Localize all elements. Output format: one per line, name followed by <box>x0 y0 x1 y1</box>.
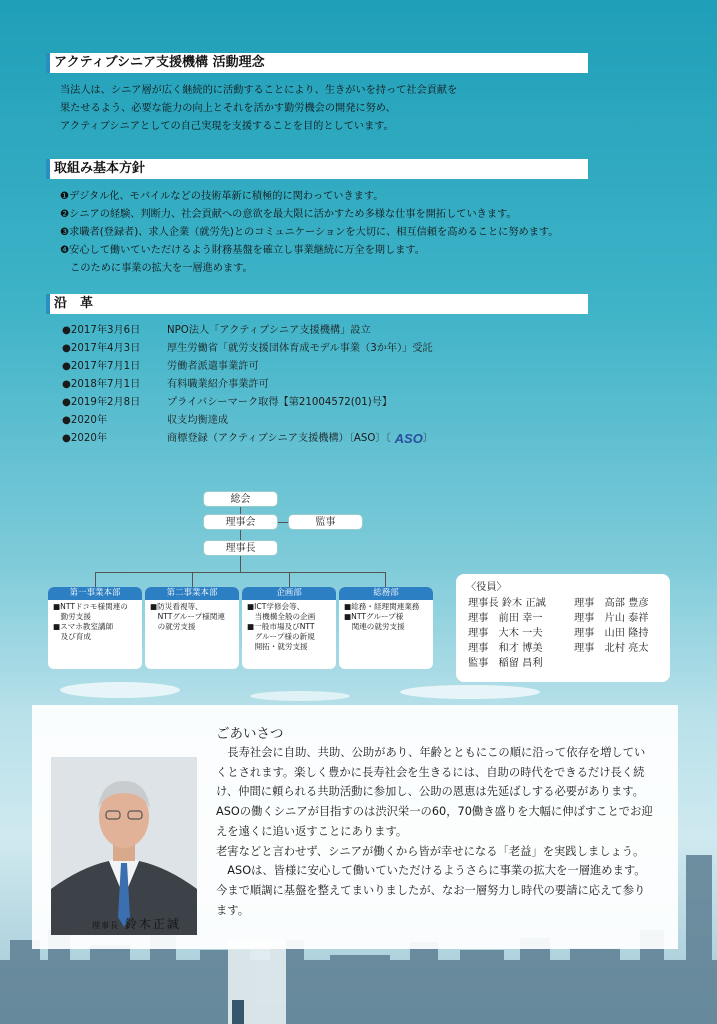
officers-heading: 〈役員〉 <box>466 582 507 593</box>
policy-heading: 取組み基本方針 <box>46 159 588 179</box>
policy-item: このために事業の拡大を一層進めます。 <box>60 263 253 274</box>
greeting-panel <box>32 705 678 949</box>
chairman-photo <box>51 757 197 935</box>
dept-body: ■防災看視等、 NTTグループ様関連 の就労支援 <box>150 602 225 631</box>
dept-title: 第二事業本部 <box>145 587 239 600</box>
officers-box <box>456 574 670 682</box>
dept-body: ■ICT学修会等、 当機構全般の企画 ■一般市場及びNTT グループ様の新規 開拓・就労支援 <box>247 602 316 651</box>
org-kanji: 監事 <box>288 514 363 530</box>
org-connector <box>289 572 290 587</box>
chairman-signature: 理事長 鈴木正誠 <box>92 917 181 931</box>
philosophy-text: 当法人は、シニア層が広く継続的に活動することにより、生きがいを持って社会貢献を 果たせるよう、必要な能力の向上とそれを活かす勤労機会の開発に努め、 アクティブシニアとしての自己実現を支援することを目的としています。 <box>60 85 458 132</box>
history-row: ●2020年 収支均衡達成 <box>62 415 229 426</box>
philosophy-heading: アクティブシニア支援機構 活動理念 <box>46 53 588 73</box>
policy-item: ❷シニアの経験、判断力、社会貢献への意欲を最大限に活かすため多様な仕事を開拓していきます。 <box>60 209 517 220</box>
policy-item: ❶デジタル化、モバイルなどの技術革新に積極的に関わっていきます。 <box>60 191 384 202</box>
greeting-body: 長寿社会に自助、共助、公助があり、年齢とともにこの順に沿って依存を増していくとされます。楽しく豊かに長寿社会を生きるには、自助の時代をできるだけ長く続け、仲間に頼られる共助活動に参加し、公助の恩恵は先延ばしする必要があります。 ASOの働くシニアが目指すのは渋沢栄一の60，70働き盛りを大幅に伸ばすことでお迎えを遠くに追い返すことにあります。 老害などと言わせず、シニアが働くから皆が幸せになる「老益」を実践しましょう。 ASOは、皆様に安心して働いていただけるようさらに事業の拡大を一層進めます。今まで順調に基盤を整えてまいりましたが、なお一層努力し時代の要請に応えて参ります。 <box>216 746 653 917</box>
dept-card <box>339 587 433 669</box>
dept-card <box>242 587 336 669</box>
dept-title: 総務部 <box>339 587 433 600</box>
history-row: ●2018年7月1日 有料職業紹介事業許可 <box>62 379 269 390</box>
greeting-title: ごあいさつ <box>216 726 284 742</box>
history-row: ●2017年4月3日 厚生労働省「就労支援団体育成モデル事業（3か年）」受託 <box>62 343 433 354</box>
org-connector <box>95 572 96 587</box>
officers-left: 理事長 鈴木 正誠 理事 前田 幸一 理事 大木 一夫 理事 和才 博美 監事 稲留 昌利 <box>468 598 546 669</box>
org-rijicho: 理事長 <box>203 540 278 556</box>
aso-logo: ASO <box>394 431 423 446</box>
org-connector <box>385 572 386 587</box>
history-row: ●2017年3月6日 NPO法人「アクティブシニア支援機構」設立 <box>62 325 371 336</box>
history-row: ●2019年2月8日 プライバシーマーク取得【第21004572(01)号】 <box>62 397 393 408</box>
dept-body: ■NTTドコモ様関連の 勤労支援 ■スマホ教室講師 及び育成 <box>53 602 128 641</box>
org-connector <box>192 572 193 587</box>
history-row: ●2017年7月1日 労働者派遣事業許可 <box>62 361 259 372</box>
policy-item: ❹安心して働いていただけるよう財務基盤を確立し事業継続に万全を期します。 <box>60 245 425 256</box>
policy-item: ❸求職者(登録者)、求人企業（就労先)とのコミュニケーションを大切に、相互信頼を高めることに努めます。 <box>60 227 559 238</box>
dept-card <box>48 587 142 669</box>
org-soukai: 総会 <box>203 491 278 507</box>
org-rijikai: 理事会 <box>203 514 278 530</box>
history-list <box>62 322 433 448</box>
dept-body: ■総務・経理関連業務 ■NTTグループ様 関連の就労支援 <box>344 602 420 631</box>
dept-title: 企画部 <box>242 587 336 600</box>
dept-card <box>145 587 239 669</box>
policy-list <box>60 188 558 278</box>
history-row: ●2020年 商標登録（アクティブシニア支援機構）〔ASO〕〔 ASO 〕 <box>62 431 434 446</box>
dept-title: 第一事業本部 <box>48 587 142 600</box>
history-heading: 沿 革 <box>46 294 588 314</box>
org-connector <box>95 572 385 573</box>
officers-right: 理事 高部 豊彦 理事 片山 泰祥 理事 山田 隆持 理事 北村 亮太 <box>574 598 649 654</box>
